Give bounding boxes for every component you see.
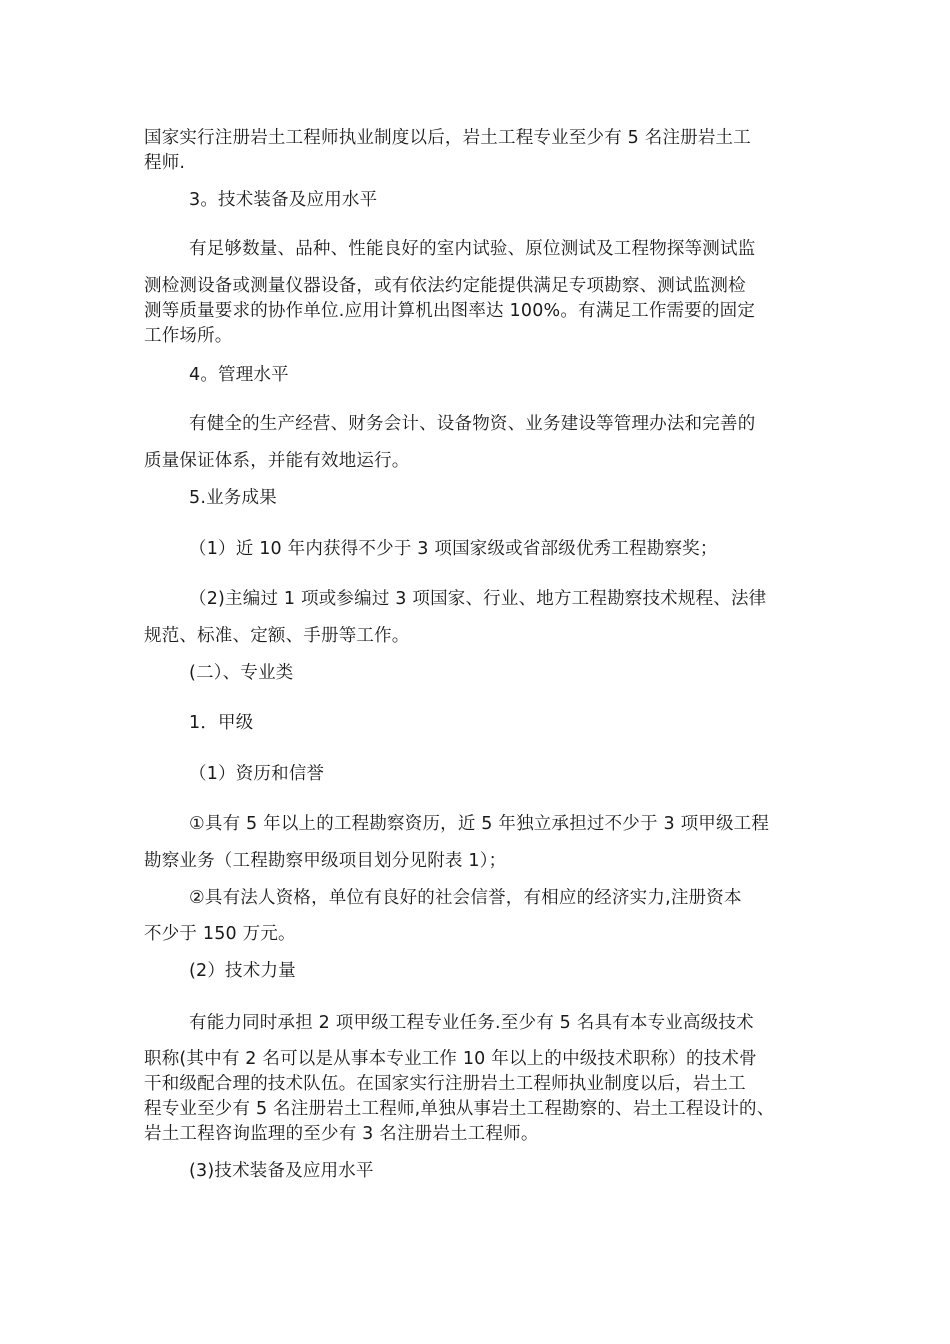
section-heading: 3。技术装备及应用水平 (189, 190, 378, 210)
paragraph-line: 质量保证体系，并能有效地运行。 (144, 451, 410, 471)
list-item: ①具有 5 年以上的工程勘察资历，近 5 年独立承担过不少于 3 项甲级工程 (189, 814, 770, 834)
subsection-heading: （1）资历和信誉 (189, 764, 325, 784)
section-heading: 4。管理水平 (189, 365, 289, 385)
paragraph-line: 工作场所。 (144, 326, 233, 346)
section-heading: 1．甲级 (189, 713, 254, 733)
paragraph-line: 程专业至少有 5 名注册岩土工程师,单独从事岩土工程勘察的、岩土工程设计的、 (144, 1099, 775, 1119)
paragraph-line: 程师. (144, 153, 186, 173)
list-item: ②具有法人资格，单位有良好的社会信誉，有相应的经济实力,注册资本 (189, 888, 742, 908)
paragraph-line: 国家实行注册岩土工程师执业制度以后，岩土工程专业至少有 5 名注册岩土工 (144, 128, 751, 148)
subsection-heading: (2）技术力量 (189, 961, 296, 981)
paragraph-line: 不少于 150 万元。 (144, 924, 296, 944)
paragraph-line: 测检测设备或测量仪器设备，或有依法约定能提供满足专项勘察、测试监测检 (144, 276, 746, 296)
subsection-heading: (3)技术装备及应用水平 (189, 1161, 374, 1181)
paragraph-line: 规范、标准、定额、手册等工作。 (144, 626, 410, 646)
paragraph-line: 有健全的生产经营、财务会计、设备物资、业务建设等管理办法和完善的 (189, 414, 756, 434)
paragraph-line: 干和级配合理的技术队伍。在国家实行注册岩土工程师执业制度以后，岩土工 (144, 1074, 746, 1094)
paragraph-line: 测等质量要求的协作单位.应用计算机出图率达 100%。有满足工作需要的固定 (144, 301, 756, 321)
section-heading: 5.业务成果 (189, 488, 277, 508)
paragraph-line: 有足够数量、品种、性能良好的室内试验、原位测试及工程物探等测试监 (189, 239, 756, 259)
list-item: （2)主编过 1 项或参编过 3 项国家、行业、地方工程勘察技术规程、法律 (189, 589, 767, 609)
list-item: （1）近 10 年内获得不少于 3 项国家级或省部级优秀工程勘察奖； (189, 539, 718, 559)
paragraph-line: 勘察业务（工程勘察甲级项目划分见附表 1）； (144, 851, 507, 871)
section-heading: (二）、专业类 (189, 663, 294, 683)
paragraph-line: 职称(其中有 2 名可以是从事本专业工作 10 年以上的中级技术职称）的技术骨 (144, 1049, 757, 1069)
paragraph-line: 岩土工程咨询监理的至少有 3 名注册岩土工程师。 (144, 1124, 539, 1144)
paragraph-line: 有能力同时承担 2 项甲级工程专业任务.至少有 5 名具有本专业高级技术 (189, 1013, 754, 1033)
